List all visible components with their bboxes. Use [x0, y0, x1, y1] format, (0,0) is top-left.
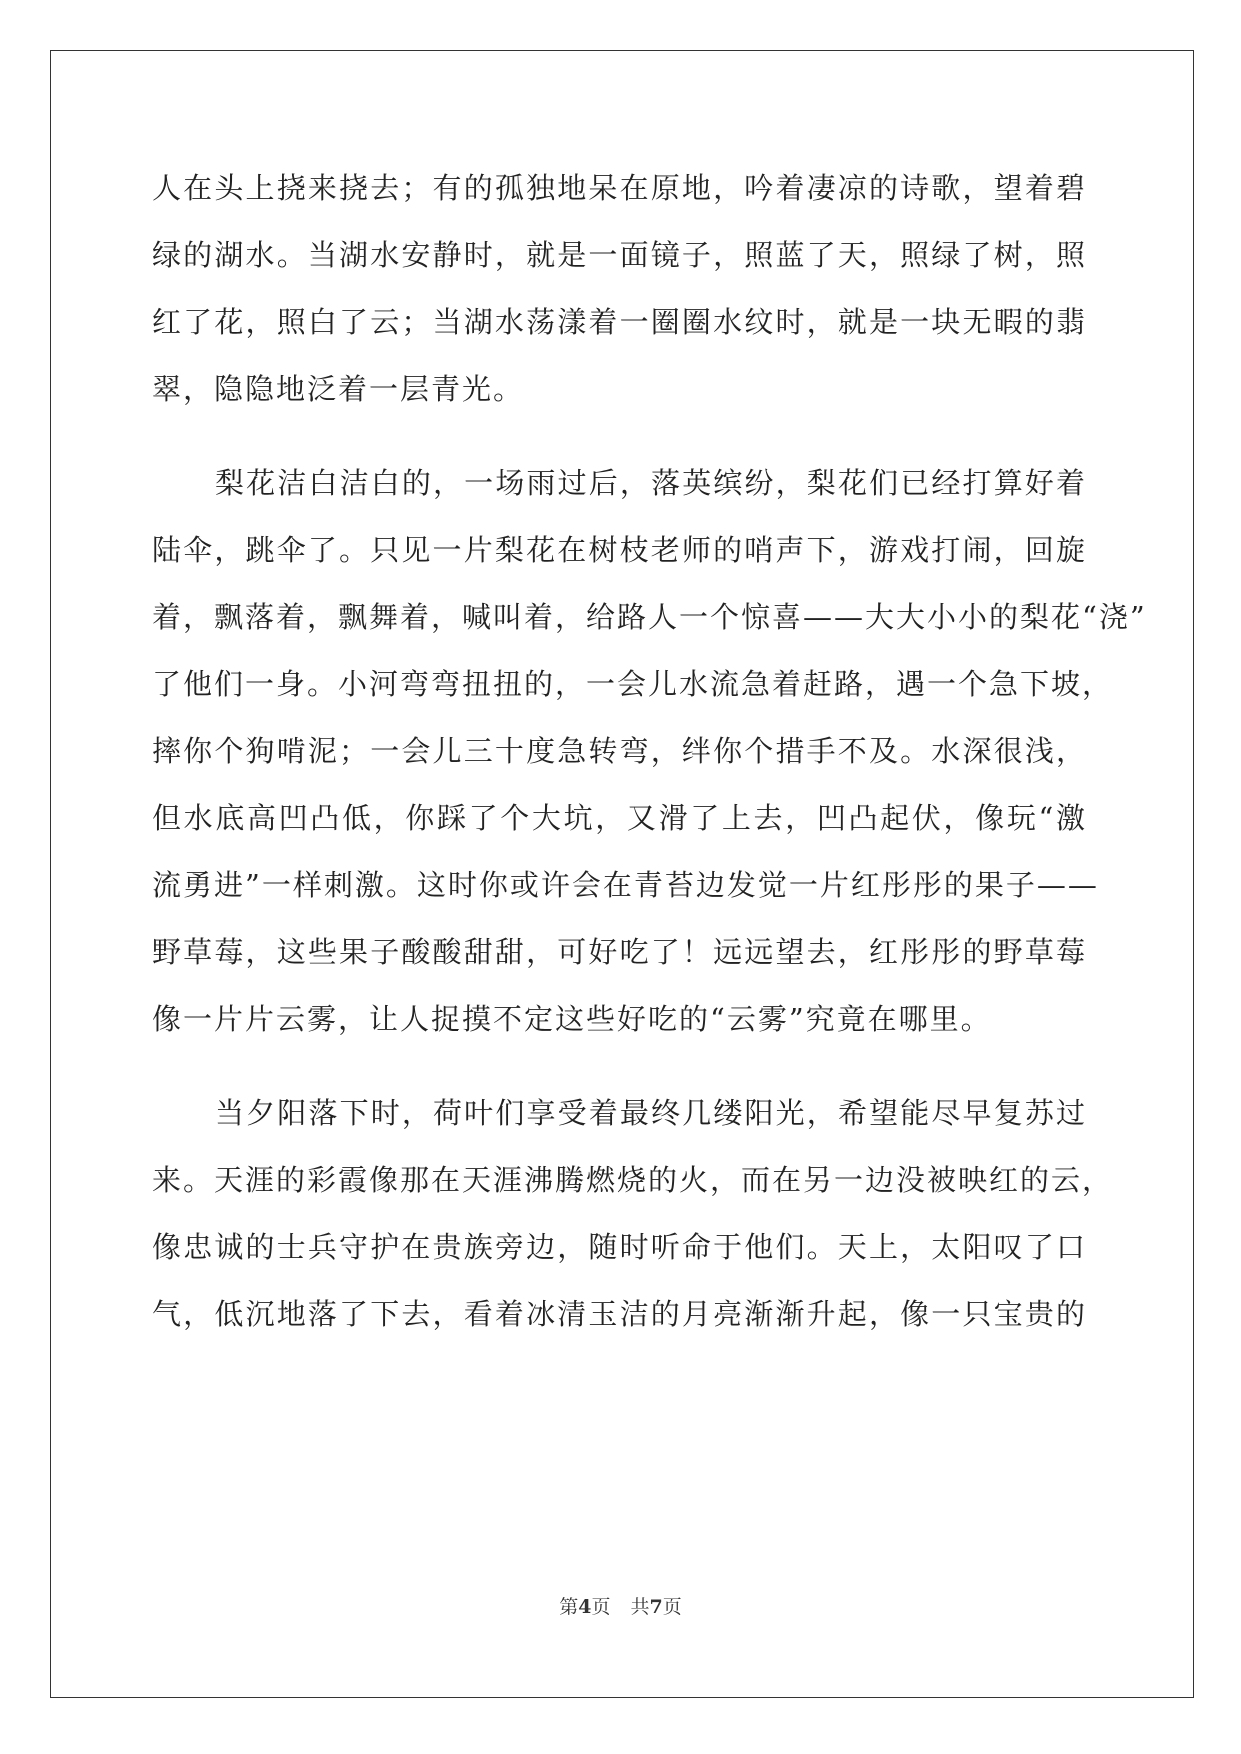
page-label-suffix: 页 [591, 1596, 611, 1618]
text-line: 人在头上挠来挠去；有的孤独地呆在原地，吟着凄凉的诗歌，望着碧 [152, 171, 1087, 205]
text-line: 了他们一身。小河弯弯扭扭的，一会儿水流急着赶路，遇一个急下坡， [152, 667, 1114, 701]
text-line: 但水底高凹凸低，你踩了个大坑，又滑了上去，凹凸起伏，像玩“激 [152, 801, 1087, 835]
text-line: 气，低沉地落了下去，看着冰清玉洁的月亮渐渐升起，像一只宝贵的 [152, 1297, 1087, 1331]
paragraph-1 [152, 155, 1087, 423]
page-footer [0, 1592, 1241, 1619]
text-line: 野草莓，这些果子酸酸甜甜，可好吃了！远远望去，红彤彤的野草莓 [152, 935, 1087, 969]
text-line: 陆伞，跳伞了。只见一片梨花在树枝老师的哨声下，游戏打闹，回旋 [152, 533, 1087, 567]
text-line: 像一片片云雾，让人捉摸不定这些好吃的“云雾”究竟在哪里。 [152, 1002, 992, 1036]
text-line: 摔你个狗啃泥；一会儿三十度急转弯，绊你个措手不及。水深很浅， [152, 734, 1087, 768]
page-number: 4 [578, 1596, 592, 1618]
paragraph-2 [152, 450, 1147, 1053]
text-line: 梨花洁白洁白的，一场雨过后，落英缤纷，梨花们已经打算好着 [215, 466, 1087, 500]
paragraph-3 [152, 1080, 1114, 1348]
text-line: 来。天涯的彩霞像那在天涯沸腾燃烧的火，而在另一边没被映红的云， [152, 1163, 1114, 1197]
text-line: 翠，隐隐地泛着一层青光。 [152, 372, 525, 406]
page-label-prefix: 第 [559, 1596, 579, 1618]
text-line: 当夕阳落下时，荷叶们享受着最终几缕阳光，希望能尽早复苏过 [215, 1096, 1087, 1130]
total-label-suffix: 页 [662, 1596, 682, 1618]
text-line: 流勇进”一样刺激。这时你或许会在青苔边发觉一片红彤彤的果子—— [152, 868, 1099, 902]
text-line: 绿的湖水。当湖水安静时，就是一面镜子，照蓝了天，照绿了树，照 [152, 238, 1087, 272]
text-line: 像忠诚的士兵守护在贵族旁边，随时听命于他们。天上，太阳叹了口 [152, 1230, 1087, 1264]
text-line: 红了花，照白了云；当湖水荡漾着一圈圈水纹时，就是一块无暇的翡 [152, 305, 1087, 339]
total-label-prefix: 共 [630, 1596, 650, 1618]
text-line: 着，飘落着，飘舞着，喊叫着，给路人一个惊喜——大大小小的梨花“浇” [152, 600, 1147, 634]
document-body [152, 155, 1147, 1348]
total-pages: 7 [649, 1596, 663, 1618]
